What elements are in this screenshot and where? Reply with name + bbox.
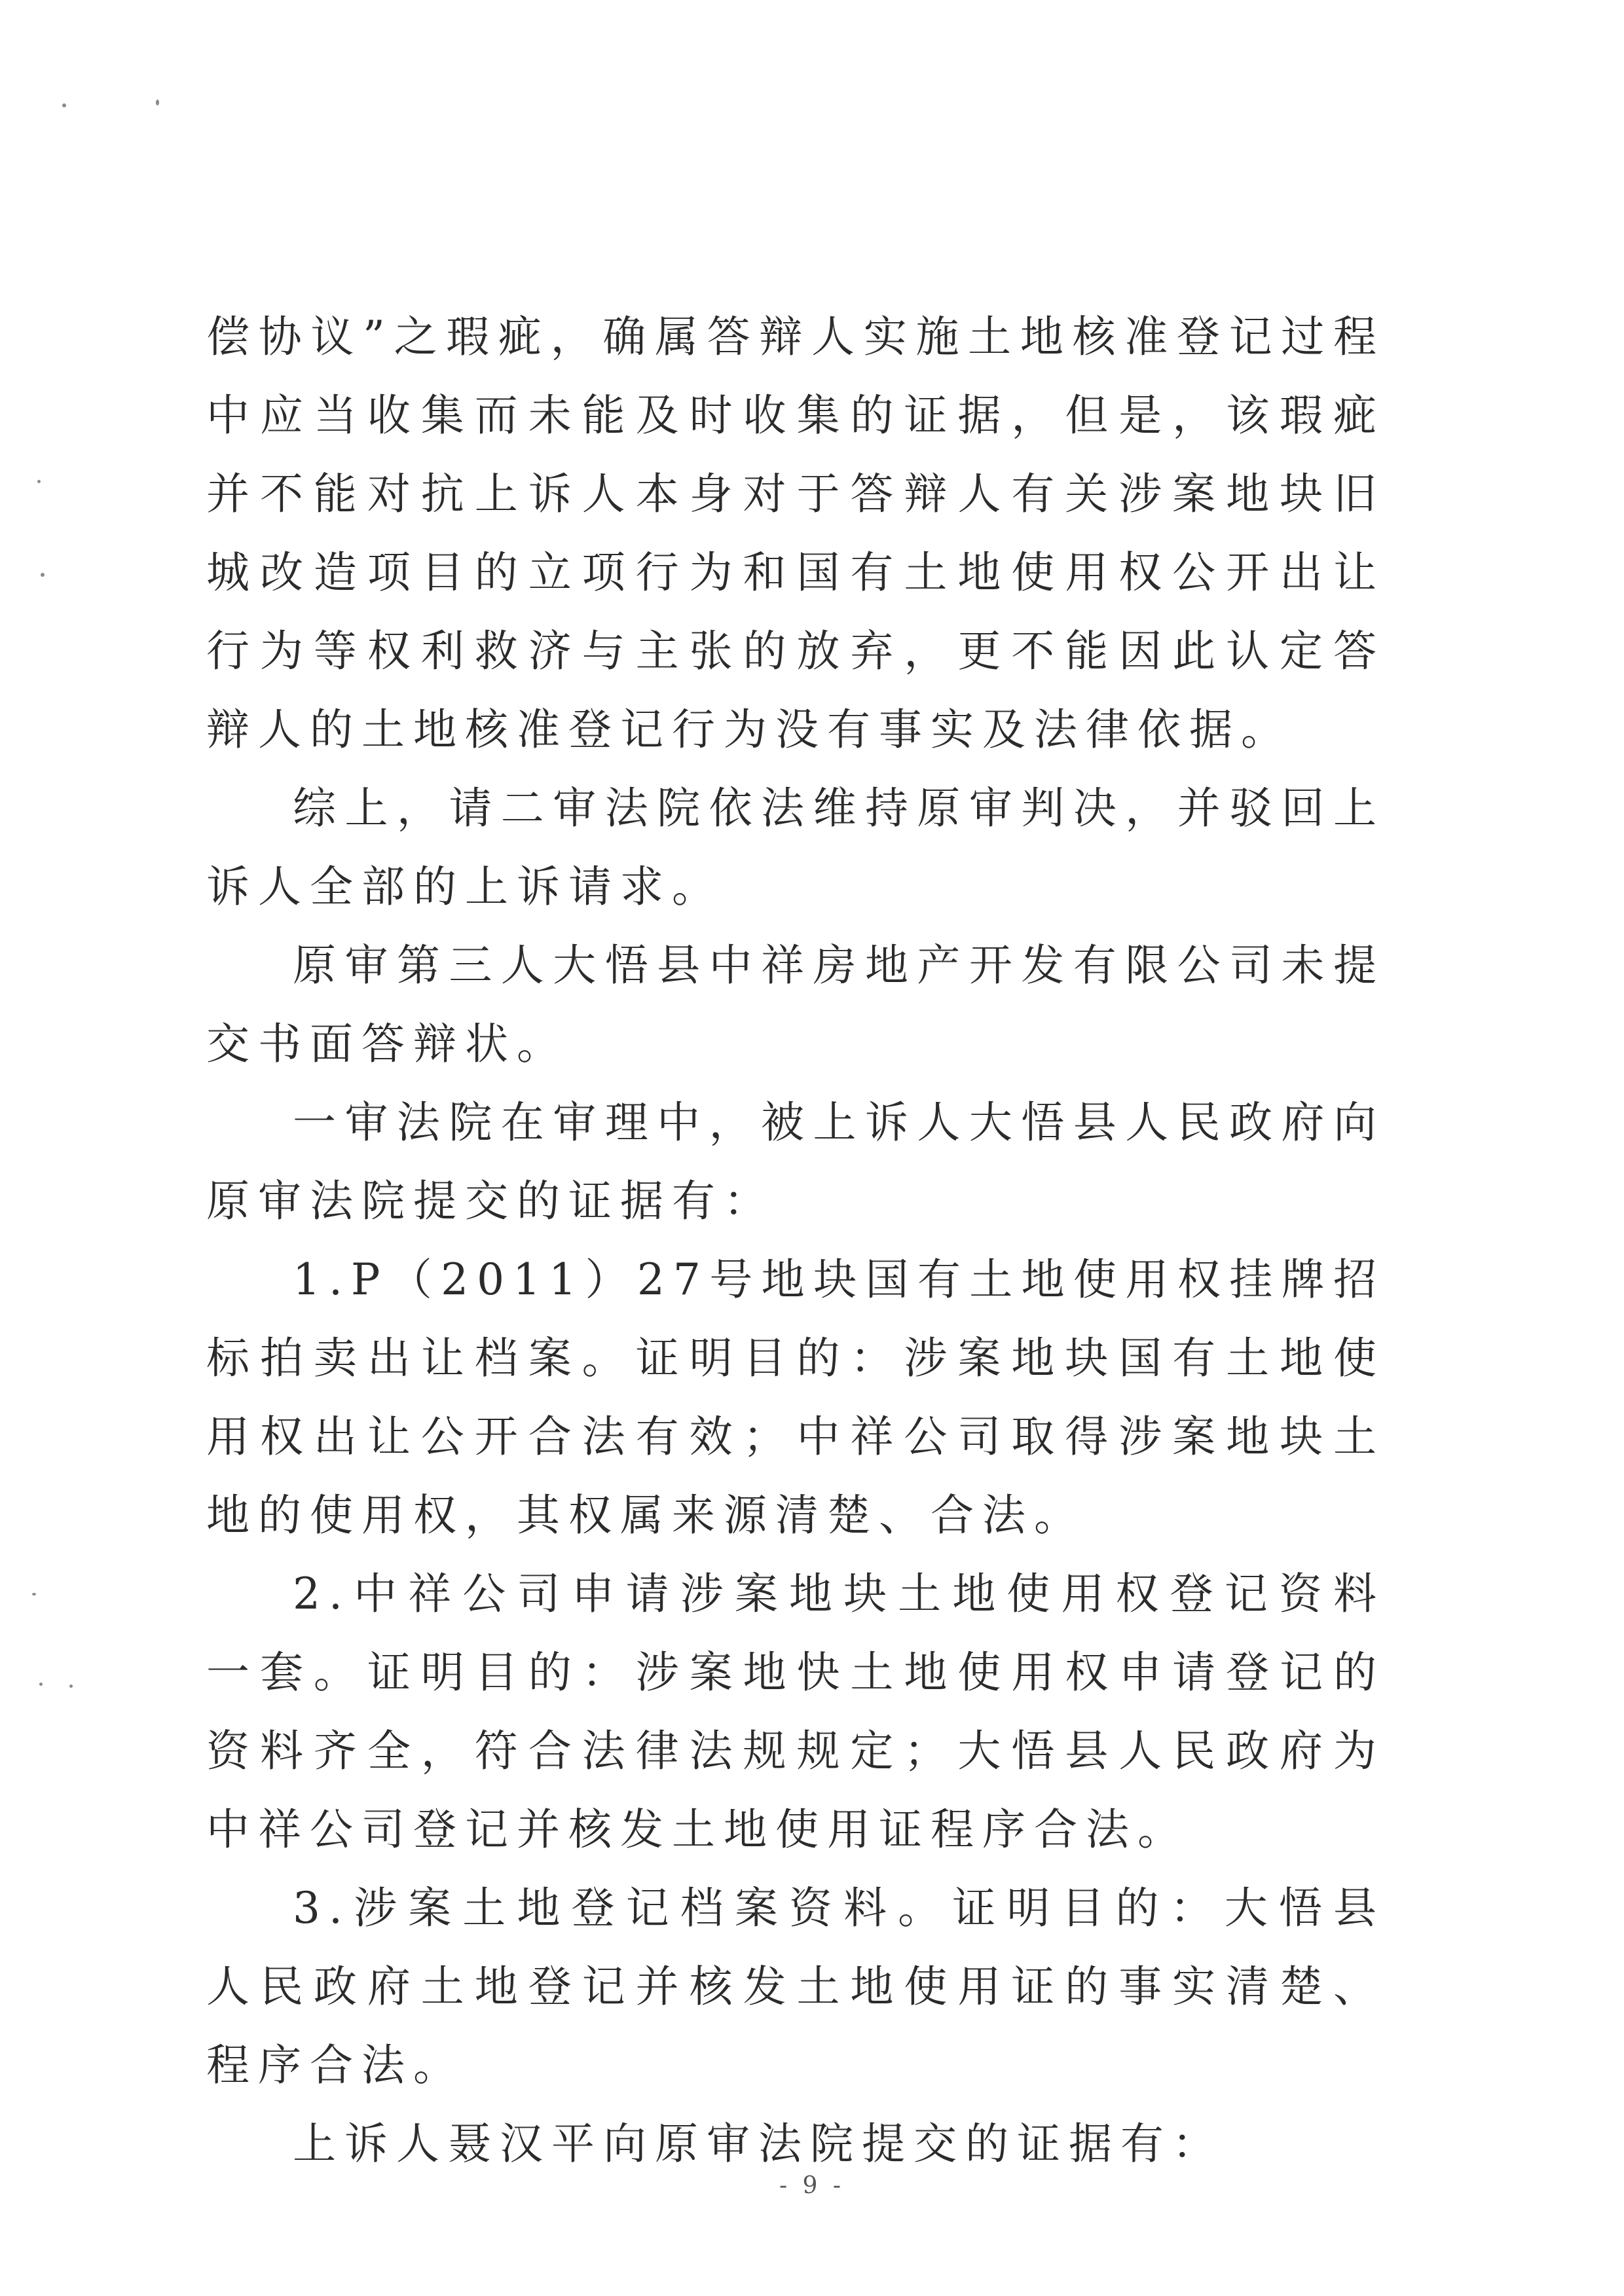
scan-speck <box>156 100 159 105</box>
scan-speck <box>41 573 45 577</box>
scan-speck <box>37 480 41 483</box>
body-text <box>206 298 1385 2183</box>
paragraph: 1.P（2011）27号地块国有土地使用权挂牌招标拍卖出让档案。证明目的：涉案地块国有土地使用权出让公开合法有效；中祥公司取得涉案地块土地的使用权，其权属来源清楚、合法。 <box>206 1254 1385 1540</box>
scan-speck <box>69 1685 73 1688</box>
page-number: - 9 - <box>779 2172 845 2199</box>
scan-speck <box>62 103 66 107</box>
paragraph: 2.中祥公司申请涉案地块土地使用权登记资料一套。证明目的：涉案地快土地使用权申请登记的资料齐全，符合法律法规规定；大悟县人民政府为中祥公司登记并核发土地使用证程序合法。 <box>206 1569 1385 1855</box>
paragraph: 3.涉案土地登记档案资料。证明目的：大悟县人民政府土地登记并核发土地使用证的事实清楚、程序合法。 <box>206 1883 1385 2090</box>
paragraph: 一审法院在审理中，被上诉人大悟县人民政府向原审法院提交的证据有： <box>206 1097 1385 1226</box>
scan-speck <box>32 1593 36 1595</box>
paragraph: 综上，请二审法院依法维持原审判决，并驳回上诉人全部的上诉请求。 <box>206 783 1385 912</box>
paragraph: 偿协议”之瑕疵，确属答辩人实施土地核准登记过程中应当收集而未能及时收集的证据，但是，该瑕疵并不能对抗上诉人本身对于答辩人有关涉案地块旧城改造项目的立项行为和国有土地使用权公开出让行为等权利救济与主张的放弃，更不能因此认定答辩人的土地核准登记行为没有事实及法律依据。 <box>206 312 1385 755</box>
paragraph: 原审第三人大悟县中祥房地产开发有限公司未提交书面答辩状。 <box>206 940 1385 1069</box>
scan-speck <box>39 1683 43 1686</box>
paragraph: 上诉人聂汉平向原审法院提交的证据有： <box>293 2119 1224 2169</box>
